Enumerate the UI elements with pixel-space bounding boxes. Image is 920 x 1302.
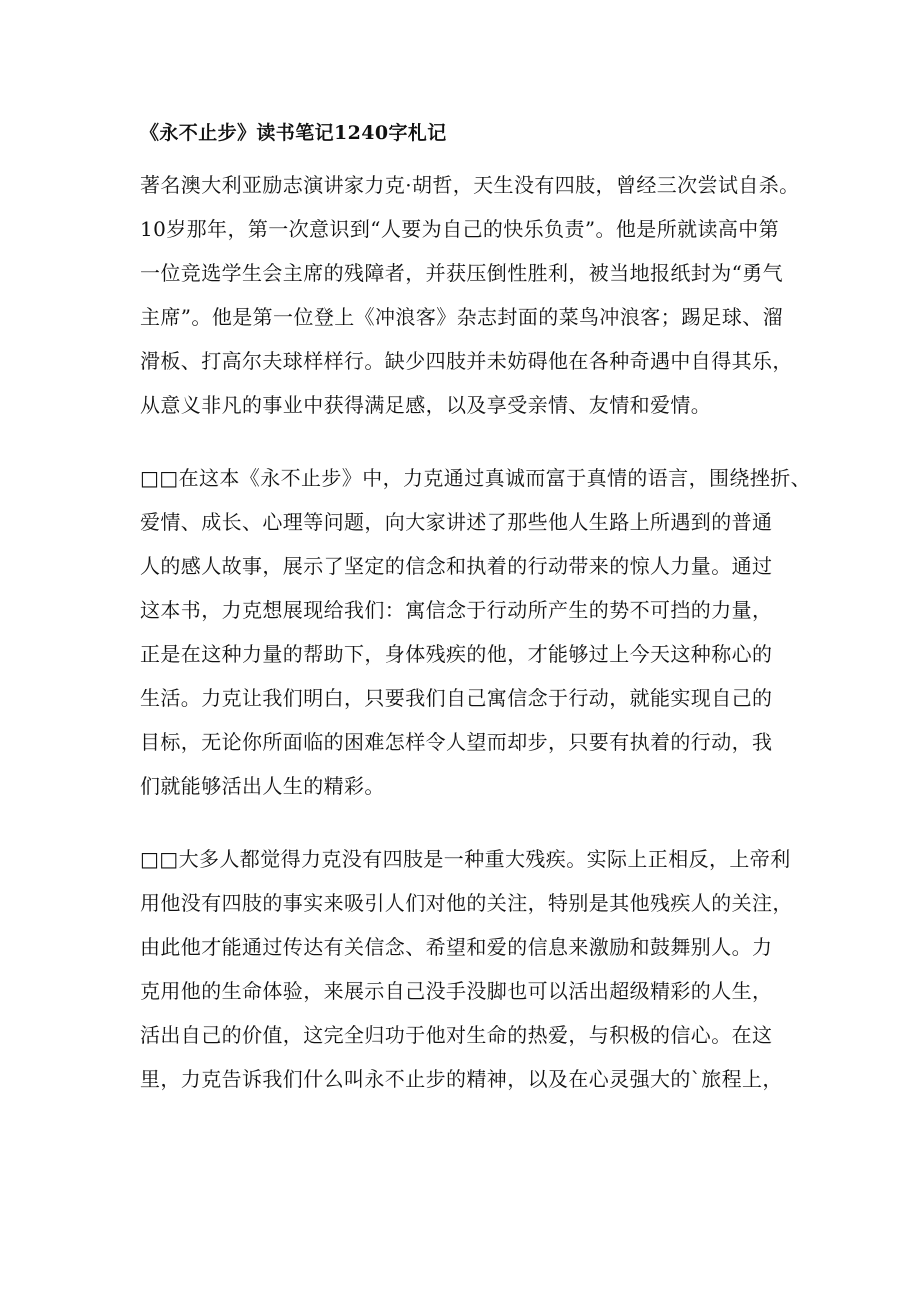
paragraph-line: 活出自己的价值，这完全归功于他对生命的热爱，与积极的信心。在这 xyxy=(140,1023,773,1047)
paragraph-line: 人的感人故事，展示了坚定的信念和执着的行动带来的惊人力量。通过 xyxy=(140,554,773,578)
paragraph-line: 目标，无论你所面临的困难怎样令人望而却步，只要有执着的行动，我 xyxy=(140,730,773,754)
document-title: 《永不止步》读书笔记1240字札记 xyxy=(140,122,447,144)
paragraph-line: 正是在这种力量的帮助下，身体残疾的他，才能够过上今天这种称心的 xyxy=(140,642,773,666)
paragraph-line: 主席”。他是第一位登上《冲浪客》杂志封面的菜鸟冲浪客；踢足球、溜 xyxy=(140,305,784,329)
paragraph-line: 生活。力克让我们明白，只要我们自己寓信念于行动，就能实现自己的 xyxy=(140,686,773,710)
paragraph-line: 爱情、成长、心理等问题，向大家讲述了那些他人生路上所遇到的普通 xyxy=(140,510,773,534)
paragraph-line: □□大多人都觉得力克没有四肢是一种重大残疾。实际上正相反，上帝利 xyxy=(140,847,791,871)
paragraph-line: □□在这本《永不止步》中，力克通过真诚而富于真情的语言，围绕挫折、 xyxy=(140,466,811,490)
paragraph-line: 从意义非凡的事业中获得满足感，以及享受亲情、友情和爱情。 xyxy=(140,393,712,417)
paragraph-line: 滑板、打高尔夫球样样行。缺少四肢并未妨碍他在各种奇遇中自得其乐， xyxy=(140,349,793,373)
paragraph-line: 里，力克告诉我们什么叫永不止步的精神，以及在心灵强大的`旅程上， xyxy=(140,1067,783,1091)
paragraph-line: 用他没有四肢的事实来吸引人们对他的关注，特别是其他残疾人的关注， xyxy=(140,891,793,915)
paragraph-line: 著名澳大利亚励志演讲家力克·胡哲，天生没有四肢，曾经三次尝试自杀。 xyxy=(140,173,800,197)
paragraph-line: 一位竞选学生会主席的残障者，并获压倒性胜利，被当地报纸封为“勇气 xyxy=(140,261,784,285)
paragraph-line: 这本书，力克想展现给我们：寓信念于行动所产生的势不可挡的力量， xyxy=(140,598,773,622)
paragraph-line: 由此他才能通过传达有关信念、希望和爱的信息来激励和鼓舞别人。力 xyxy=(140,935,773,959)
paragraph-line: 克用他的生命体验，来展示自己没手没脚也可以活出超级精彩的人生， xyxy=(140,979,773,1003)
paragraph-line: 们就能够活出人生的精彩。 xyxy=(140,774,385,798)
paragraph-line: 10岁那年，第一次意识到“人要为自己的快乐负责”。他是所就读高中第 xyxy=(140,217,780,241)
